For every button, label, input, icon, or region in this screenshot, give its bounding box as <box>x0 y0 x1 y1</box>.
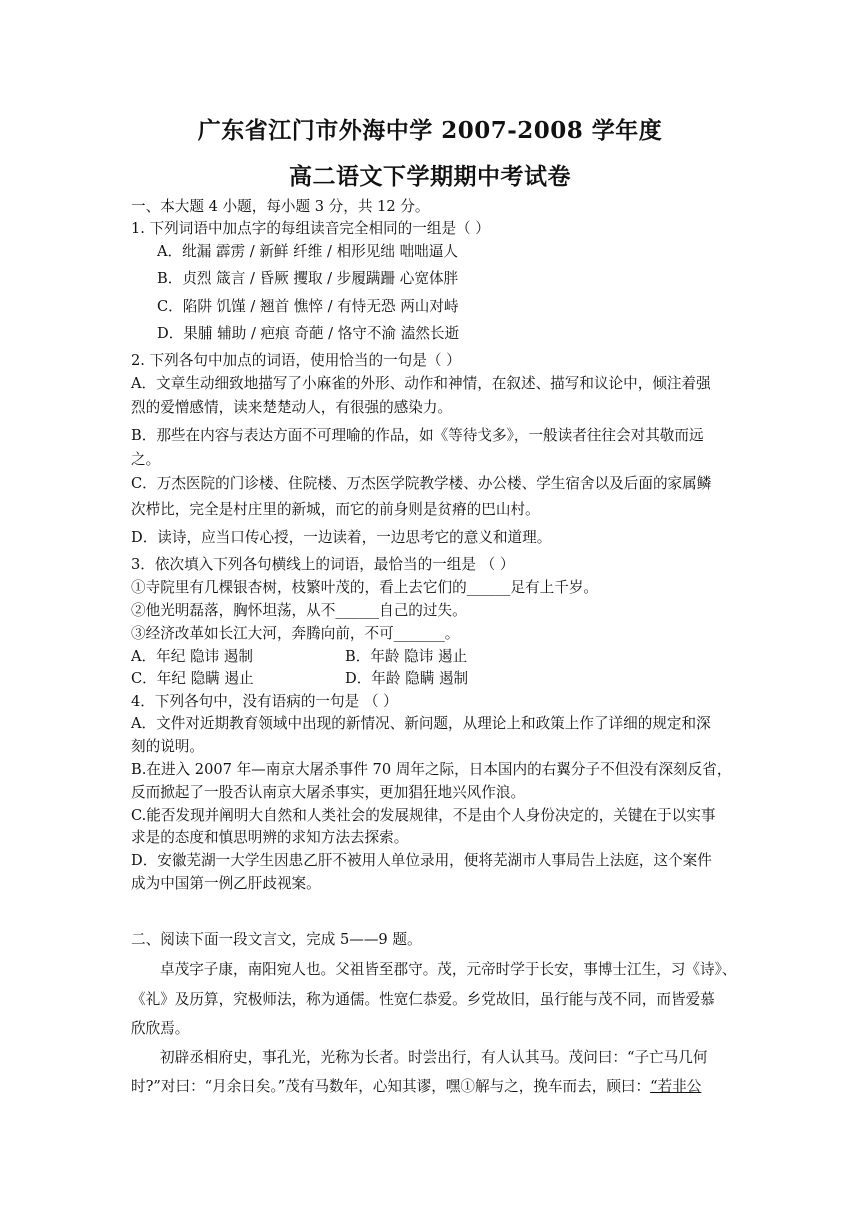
q2-option-c-line2: 次栉比，完全是村庄里的新城，而它的前身则是贫瘠的巴山村。 <box>131 501 540 518</box>
q3-option-c: C．年纪 隐瞒 遏止 <box>131 670 254 687</box>
passage-p2-line1: 初辟丞相府史，事孔光，光称为长者。时尝出行，有人认其马。茂问曰：“子亡马几何 <box>160 1049 708 1066</box>
q3-sentence-3: ③经济改革如长江大河，奔腾向前，不可_______。 <box>131 625 460 642</box>
passage-p2-line2-text: 时?”对曰：“月余日矣。”茂有马数年，心知其谬，嘿①解与之，挽车而去，顾曰： <box>131 1078 651 1095</box>
passage-p1-line1: 卓茂字子康，南阳宛人也。父祖皆至郡守。茂，元帝时学于长安，事博士江生，习《诗》、 <box>160 961 737 978</box>
q3-sentence-2: ②他光明磊落，胸怀坦荡，从不______自己的过失。 <box>131 602 467 619</box>
q2-option-a-line1: A．文章生动细致地描写了小麻雀的外形、动作和神情，在叙述、描写和议论中，倾注着强 <box>131 375 711 392</box>
q2-option-b-line2: 之。 <box>131 451 161 468</box>
q1-option-c: C．陷阱 饥馑 / 翘首 憔悴 / 有恃无恐 两山对峙 <box>157 298 459 315</box>
q4-option-d-line1: D．安徽芜湖一大学生因患乙肝不被用人单位录用，便将芜湖市人事局告上法庭，这个案件 <box>131 852 712 869</box>
q3-option-b: B．年龄 隐讳 遏止 <box>345 648 468 665</box>
q1-option-b: B．贞烈 箴言 / 昏厥 攫取 / 步履蹒跚 心宽体胖 <box>157 270 459 287</box>
q4-option-c-line1: C.能否发现并阐明大自然和人类社会的发展规律，不是由个人身份决定的，关键在于以实事 <box>131 807 716 824</box>
q3-stem: 3．依次填入下列各句横线上的词语，最恰当的一组是 （ ） <box>131 556 515 573</box>
exam-title-paper: 高二语文下学期期中考试卷 <box>289 163 571 190</box>
passage-p1-line2: 《礼》及历算，究极师法，称为通儒。性宽仁恭爱。乡党故旧，虽行能与茂不同，而皆爱慕 <box>131 991 715 1008</box>
underlined-quote: “若非公 <box>650 1078 702 1095</box>
q1-stem: 1. 下列词语中加点字的每组读音完全相同的一组是（ ） <box>131 220 490 237</box>
exam-title-school: 广东省江门市外海中学 2007-2008 学年度 <box>197 117 663 144</box>
q2-option-c-line1: C．万杰医院的门诊楼、住院楼、万杰医学院教学楼、办公楼、学生宿舍以及后面的家属鳞 <box>131 475 712 492</box>
q2-option-a-line2: 烈的爱憎感情，读来楚楚动人，有很强的感染力。 <box>131 399 453 416</box>
section1-heading: 一、本大题 4 小题，每小题 3 分，共 12 分。 <box>131 198 430 215</box>
q1-option-d: D．果脯 辅助 / 疤痕 奇葩 / 恪守不渝 溘然长逝 <box>157 325 460 342</box>
q2-stem: 2. 下列各句中加点的词语，使用恰当的一句是（ ） <box>131 352 461 369</box>
q4-stem: 4．下列各句中，没有语病的一句是 （ ） <box>131 693 398 710</box>
q2-option-d: D．读诗，应当口传心授，一边读着，一边思考它的意义和道理。 <box>131 529 552 546</box>
passage-p2-line2 <box>131 1077 701 1097</box>
q4-option-a-line1: A．文件对近期教育领域中出现的新情况、新问题，从理论上和政策上作了详细的规定和深 <box>131 715 711 732</box>
section2-heading: 二、阅读下面一段文言文，完成 5——9 题。 <box>131 931 422 948</box>
q3-sentence-1: ①寺院里有几棵银杏树，枝繁叶茂的，看上去它们的______足有上千岁。 <box>131 579 599 596</box>
q4-option-b-line1: B.在进入 2007 年—南京大屠杀事件 70 周年之际，日本国内的右翼分子不但没有深刻反省， <box>131 761 732 778</box>
q4-option-b-line2: 反而掀起了一股否认南京大屠杀事实，更加猖狂地兴风作浪。 <box>131 784 526 801</box>
q4-option-c-line2: 求是的态度和慎思明辨的求知方法去探索。 <box>131 829 409 846</box>
q1-option-a: A．纰漏 霹雳 / 新鲜 纤维 / 相形见绌 咄咄逼人 <box>157 243 458 260</box>
q4-option-d-line2: 成为中国第一例乙肝歧视案。 <box>131 875 321 892</box>
q4-option-a-line2: 刻的说明。 <box>131 738 204 755</box>
q3-option-a: A．年纪 隐讳 遏制 <box>131 648 253 665</box>
q3-option-d: D．年龄 隐瞒 遏制 <box>345 670 469 687</box>
passage-p1-line3: 欣欣焉。 <box>131 1020 190 1037</box>
q2-option-b-line1: B．那些在内容与表达方面不可理喻的作品，如《等待戈多》，一般读者往往会对其敬而远 <box>131 427 704 444</box>
